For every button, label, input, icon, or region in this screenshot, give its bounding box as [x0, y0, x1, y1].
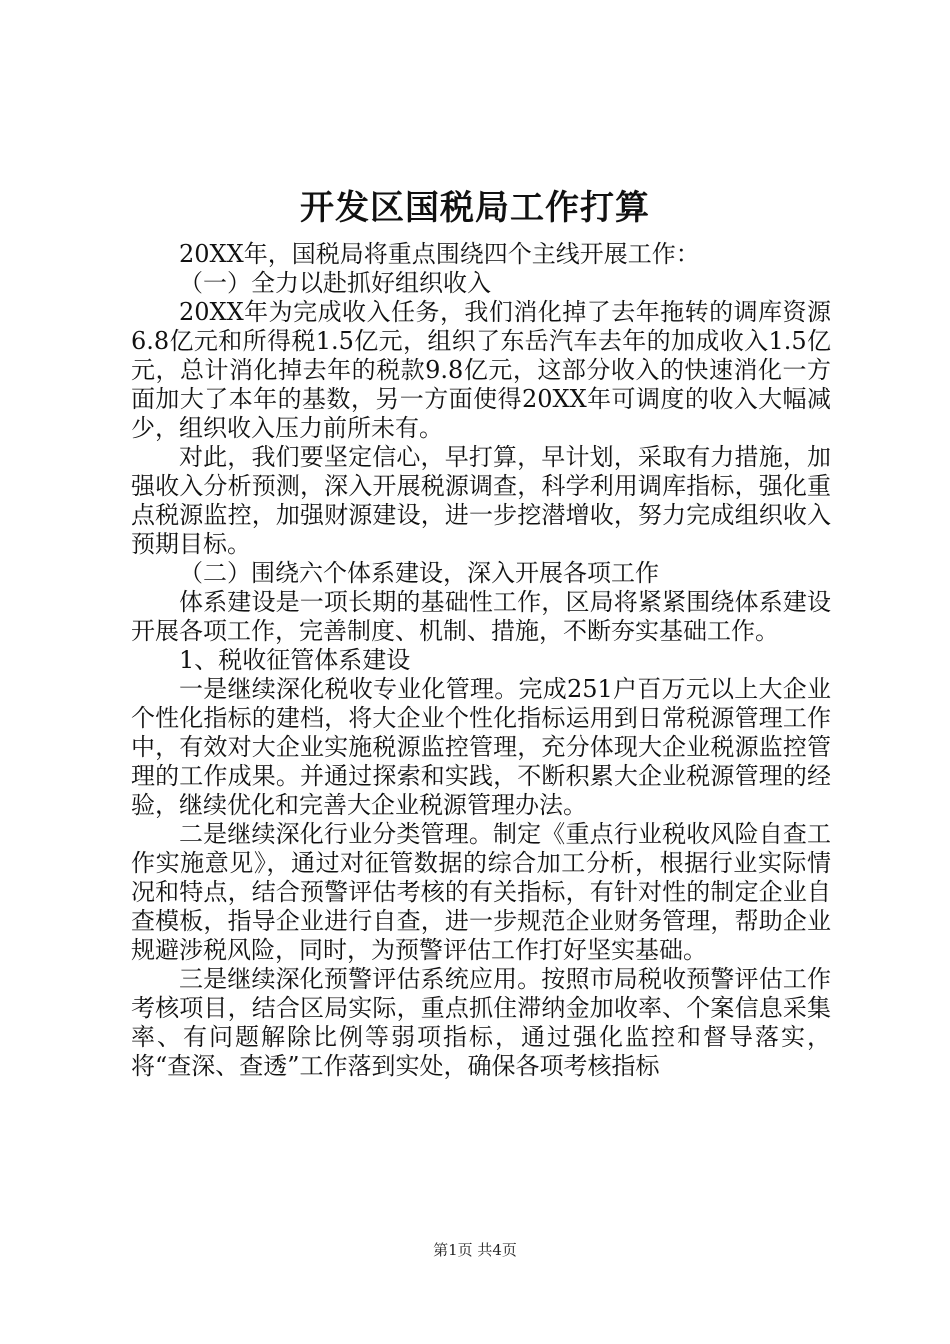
body-paragraph: 二是继续深化行业分类管理。制定《重点行业税收风险自查工作实施意见》，通过对征管数据的综合加工分析，根据行业实际情况和特点，结合预警评估考核的有关指标，有针对性的制定企业自查模板，指导企业进行自查，进一步规范企业财务管理，帮助企业规避涉税风险，同时，为预警评估工作打好坚实基础。 [131, 820, 831, 964]
page-footer: 第1页 共4页 [433, 1241, 517, 1259]
body-paragraph: 对此，我们要坚定信心，早打算，早计划，采取有力措施，加强收入分析预测，深入开展税源调查，科学利用调库指标，强化重点税源监控，加强财源建设，进一步挖潜增收，努力完成组织收入预期目标。 [131, 443, 831, 558]
document-title: 开发区国税局工作打算 [300, 188, 650, 228]
body-paragraph: 20XX年，国税局将重点围绕四个主线开展工作： [179, 240, 700, 268]
body-paragraph: 三是继续深化预警评估系统应用。按照市局税收预警评估工作考核项目，结合区局实际，重点抓住滞纳金加收率、个案信息采集率、有问题解除比例等弱项指标，通过强化监控和督导落实，将“查深、查透”工作落到实处，确保各项考核指标 [131, 965, 831, 1080]
body-paragraph: 20XX年为完成收入任务，我们消化掉了去年拖转的调库资源6.8亿元和所得税1.5亿元，组织了东岳汽车去年的加成收入1.5亿元，总计消化掉去年的税款9.8亿元，这部分收入的快速消化一方面加大了本年的基数，另一方面使得20XX年可调度的收入大幅减少，组织收入压力前所未有。 [131, 298, 831, 442]
subsection-heading: 1、税收征管体系建设 [179, 646, 411, 674]
body-paragraph: 体系建设是一项长期的基础性工作，区局将紧紧围绕体系建设开展各项工作，完善制度、机制、措施，不断夯实基础工作。 [131, 588, 831, 645]
section-heading: （二）围绕六个体系建设，深入开展各项工作 [179, 559, 659, 587]
document-body [131, 240, 831, 1081]
section-heading: （一）全力以赴抓好组织收入 [179, 269, 491, 297]
body-paragraph: 一是继续深化税收专业化管理。完成251户百万元以上大企业个性化指标的建档，将大企业个性化指标运用到日常税源管理工作中，有效对大企业实施税源监控管理，充分体现大企业税源监控管理的工作成果。并通过探索和实践，不断积累大企业税源管理的经验，继续优化和完善大企业税源管理办法。 [131, 675, 831, 819]
